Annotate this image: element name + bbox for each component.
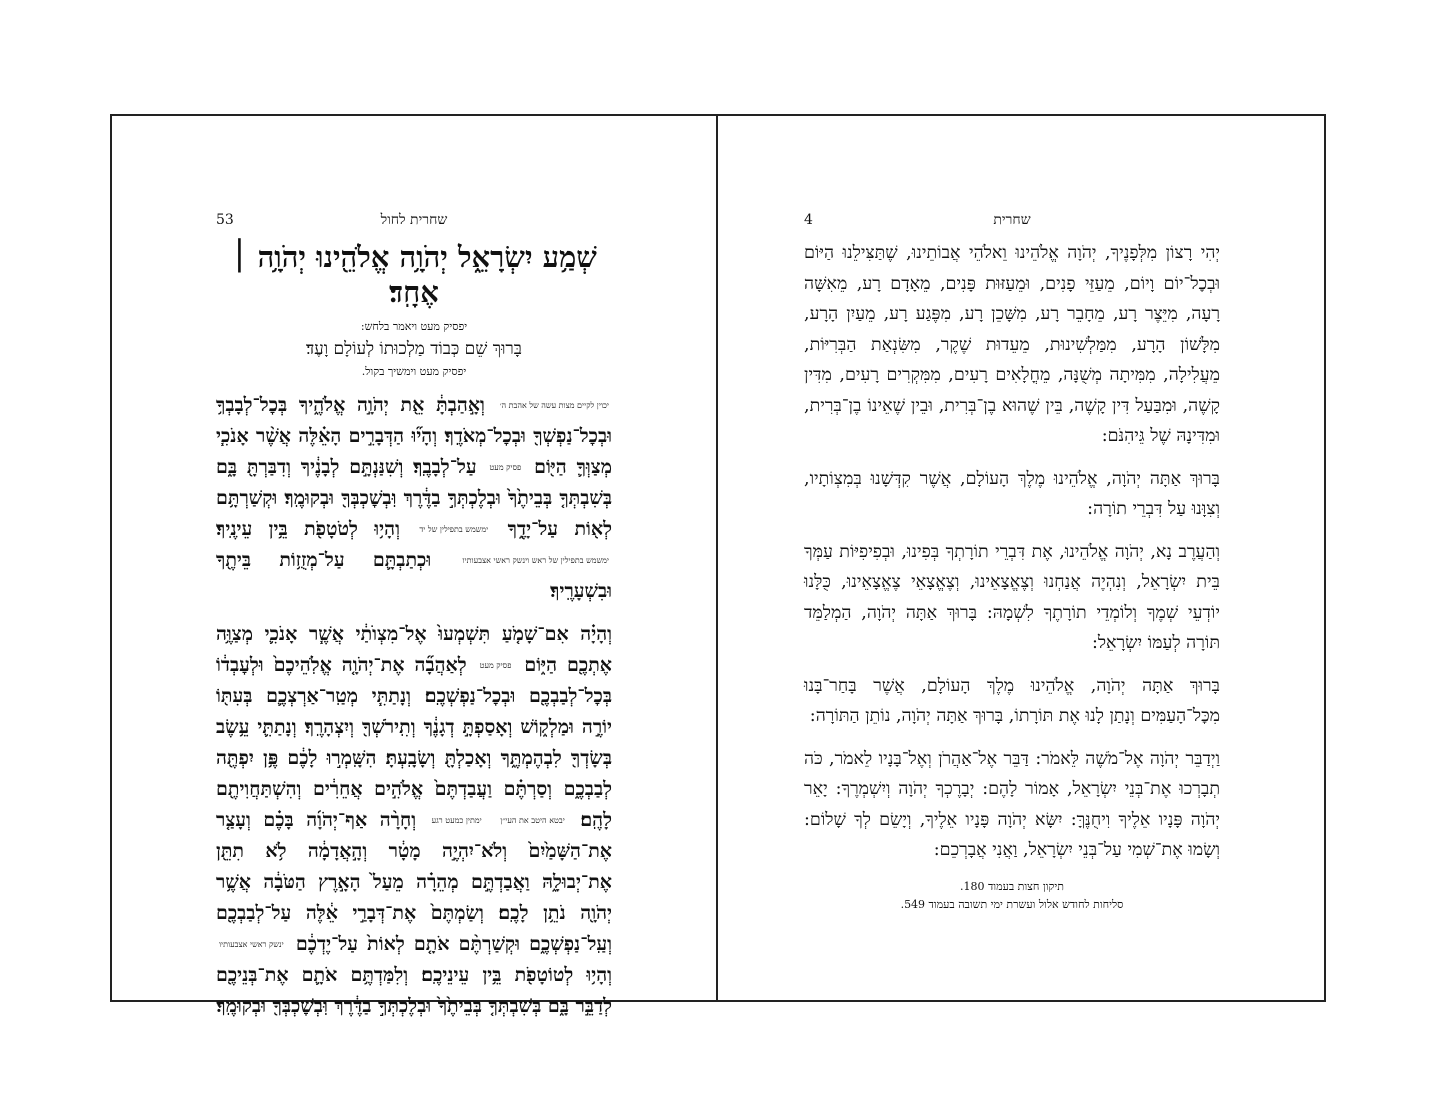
baruch-shem-line: בָּרוּךְ שֵׁם כְּבוֹד מַלְכוּתוֹ לְעוֹלָם וָעֶד׃	[306, 338, 522, 359]
vehaya-text-4: וְהָי֥וּ לְטוֹטָפֹ֖ת בֵּ֥ין עֵינֵיכֶֽם׃	[421, 963, 612, 986]
vehaya-text-5: וְלִמַּדְתֶּ֥ם אֹתָ֛ם אֶת־בְּנֵיכֶ֖ם לְדַבֵּ֣ר בָּ֑ם בְּשִׁבְתְּךָ֤ בְּבֵיתֶ֙ךָ֙ וּבְלֶכְתְּךָ֣ בַדֶּ֔רֶךְ וּֽבְשׇׁכְבְּךָ֖ וּבְקוּמֶֽךָ׃	[216, 963, 612, 1017]
shema-title: שְׁמַ֥ע יִשְׂרָאֵ֑ל יְהֹוָ֥ה אֱלֹהֵ֖ינוּ יְהֹוָ֥ה ׀ אֶחָֽד׃	[231, 240, 597, 309]
vehaya-text-3: וְחָרָ֨ה אַף־יְהֹוָ֜ה בָּכֶ֗ם וְעָצַ֤ר אֶת־הַשָּׁמַ֙יִם֙ וְלֹא־יִהְיֶ֣ה מָטָ֔ר וְהָ֣אֲדָמָ֔ה לֹ֥א תִתֵּ֖ן אֶת־יְבוּלָ֑הּ וַאֲבַדְתֶּ֣ם מְהֵרָ֗ה מֵעַל֙ הָאָ֣רֶץ הַטֹּבָ֔ה אֲשֶׁ֥ר יְהֹוָ֖ה נֹתֵ֥ן לָכֶֽם׃ וְשַׂמְתֶּם֙ אֶת־דְּבָרַ֣י אֵ֔לֶּה עַל־לְבַבְכֶ֖ם וְעַֽל־נַפְשְׁכֶ֑ם וּקְשַׁרְתֶּ֨ם אֹתָ֤ם לְאוֹת֙ עַל־יֶדְכֶ֔ם	[216, 808, 612, 955]
yehi-ratzon-paragraph: יְהִי רָצוֹן מִלְּפָנֶיךָ, יְהֹוָה אֱלֹהֵינוּ וֵאלֹהֵי אֲבוֹתֵינוּ, שֶׁתַּצִּילֵנוּ הַיּוֹם וּבְכׇל־יוֹם וָיוֹם, מֵעַזֵּי פָנִים, וּמֵעַזּוּת פָּנִים, מֵאָדָם רָע, מֵאִשָּׁה רָעָה, מִיֵּצֶר רָע, מֵחָבֵר רָע, מִשָּׁכֵן רָע, מִפֶּגַע רָע, מֵעַיִן הָרָע, מִלָּשׁוֹן הָרָע, מִמַּלְשִׁינוּת, מֵעֵדוּת שֶׁקֶר, מִשִּׂנְאַת הַבְּרִיּוֹת, מֵעֲלִילָה, מִמִּיתָה מְשֻׁנָּה, מֵחֳלָאִים רָעִים, מִמִּקְרִים רָעִים, מִדִּין קָשֶׁה, וּמִבַּעַל דִּין קָשֶׁה, בֵּין שֶׁהוּא בֶן־בְּרִית, וּבֵין שֶׁאֵינוֹ בֶן־בְּרִית, וּמִדִּינָהּ שֶׁל גֵּיהִנֹּם:	[804, 243, 1220, 446]
note-tefillin-head: ימשמש בתפילין של ראש וינשק ראשי אצבעותיו	[462, 556, 609, 566]
right-page-footer	[804, 878, 1220, 914]
left-page-number: 53	[216, 212, 234, 228]
veahavta-text-4: וּכְתַבְתָּ֛ם עַל־מְזֻז֥וֹת בֵּיתֶ֖ךָ וּבִשְׁעָרֶֽיךָ׃	[216, 548, 612, 602]
note-tefillin-hand-2: ינשק ראשי אצבעותיו	[219, 940, 284, 950]
note-before: ימתין כמעט רגע	[431, 816, 482, 826]
vehaarev-paragraph: וְהַעֲרֶב נָא, יְהֹוָה אֱלֹהֵינוּ, אֶת דִּבְרֵי תוֹרָתְךָ בְּפִינוּ, וּבְפִיפִיּוֹת עַמְּךָ בֵּית יִשְׂרָאֵל, וְנִהְיֶה אֲנַחְנוּ וְצֶאֱצָאֵינוּ, וְצֶאֱצָאֵי צֶאֱצָאֵינוּ, כֻּלָּנוּ יוֹדְעֵי שְׁמֶךָ וְלוֹמְדֵי תוֹרָתֶךָ לִשְׁמָהּ: בָּרוּךְ אַתָּה יְהֹוָה, הַמְלַמֵּד תּוֹרָה לְעַמּוֹ יִשְׂרָאֵל:	[804, 541, 1220, 653]
footer-tikun-chatzot: תיקון חצות בעמוד 180.	[959, 879, 1065, 893]
veahavta-paragraph	[216, 390, 612, 607]
veahavta-text-3: וְהָי֥וּ לְטֹטָפֹ֖ת בֵּ֥ין עֵינֶֽיךָ׃	[216, 517, 400, 540]
instruction-aloud: יפסיק מעט וימשיך בקול.	[361, 364, 467, 378]
note-lo-ya: יבטא היטב את העי״ן	[500, 816, 565, 826]
footer-selichot: סליחות לחודש אלול ועשרת ימי תשובה בעמוד 549.	[900, 897, 1124, 911]
note-pasik-2: פסיק מעט	[479, 661, 512, 671]
vehaya-text-1: וְהָיָ֗ה אִם־שָׁמֹ֤עַ תִּשְׁמְעוּ֙ אֶל־מִצְוֺתַ֔י אֲשֶׁ֧ר אָנֹכִ֛י מְצַוֶּ֥ה אֶתְכֶ֖ם הַיּ֑וֹם	[216, 622, 612, 676]
asher-bachar-paragraph: בָּרוּךְ אַתָּה יְהֹוָה, אֱלֹהֵינוּ מֶלֶךְ הָעוֹלָם, אֲשֶׁר בָּחַר־בָּנוּ מִכׇּל־הָעַמִּים וְנָתַן לָנוּ אֶת תּוֹרָתוֹ, בָּרוּךְ אַתָּה יְהֹוָה, נוֹתֵן הַתּוֹרָה:	[804, 675, 1220, 726]
left-header-title: שחרית לחול	[380, 212, 448, 228]
note-tefillin-hand: ימשמש בתפילין של יד	[419, 525, 489, 535]
left-page-header	[216, 212, 612, 238]
note-pasik-1: פסיק מעט	[489, 463, 522, 473]
left-page	[112, 116, 716, 1017]
birkat-kohanim-paragraph: וַיְדַבֵּר יְהֹוָה אֶל־מֹשֶׁה לֵּאמֹר: דַּבֵּר אֶל־אַהֲרֹן וְאֶל־בָּנָיו לֵאמֹר, כֹּה תְבָרְכוּ אֶת־בְּנֵי יִשְׂרָאֵל, אָמוֹר לָהֶם: יְבָרֶכְךָ יְהֹוָה וְיִשְׁמְרֶךָ: יָאֵר יְהֹוָה פָּנָיו אֵלֶיךָ וִיחֻנֶּךָּ: יִשָּׂא יְהֹוָה פָּנָיו אֵלֶיךָ, וְיָשֵׂם לְךָ שָׁלוֹם: וְשָׂמוּ אֶת־שְׁמִי עַל־בְּנֵי יִשְׂרָאֵל, וַאֲנִי אֲבָרְכֵם:	[804, 748, 1220, 860]
book-spread	[110, 114, 1326, 1017]
vehaya-text-2: לְאַהֲבָ֞ה אֶת־יְהֹוָ֤ה אֱלֹֽהֵיכֶם֙ וּלְעׇבְד֔וֹ בְּכׇל־לְבַבְכֶ֖ם וּבְכׇל־נַפְשְׁכֶֽם׃ וְנָתַתִּ֧י מְטַֽר־אַרְצְכֶ֛ם בְּעִתּ֖וֹ יוֹרֶ֣ה וּמַלְק֑וֹשׁ וְאָסַפְתָּ֣ דְגָנֶ֔ךָ וְתִֽירֹשְׁךָ֖ וְיִצְהָרֶֽךָ׃ וְנָתַתִּ֛י עֵ֥שֶׂב בְּשָׂדְךָ֖ לִבְהֶמְתֶּ֑ךָ וְאָכַלְתָּ֖ וְשָׂבָֽעְתָּ׃ הִשָּֽׁמְר֣וּ לָכֶ֔ם פֶּ֥ן יִפְתֶּ֖ה לְבַבְכֶ֑ם וְסַרְתֶּ֗ם וַעֲבַדְתֶּם֙ אֱלֹהִ֣ים אֲחֵרִ֔ים וְהִשְׁתַּחֲוִיתֶ֖ם לָהֶֽם׃	[216, 653, 612, 831]
veahavta-text-1: וְאָ֣הַבְתָּ֔ אֵ֖ת יְהֹוָ֣ה אֱלֹהֶ֑יךָ בְּכׇל־לְבָבְךָ֥ וּבְכׇל־נַפְשְׁךָ֖ וּבְכׇל־מְאֹדֶֽךָ׃ וְהָי֞וּ הַדְּבָרִ֣ים הָאֵ֗לֶּה אֲשֶׁ֨ר אָנֹכִ֧י מְצַוְּךָ֛ הַיּ֖וֹם	[216, 393, 612, 478]
birkat-torah-paragraph: בָּרוּךְ אַתָּה יְהֹוָה, אֱלֹהֵינוּ מֶלֶךְ הָעוֹלָם, אֲשֶׁר קִדְּשָׁנוּ בְּמִצְוֹתָיו, וְצִוָּנוּ עַל דִּבְרֵי תוֹרָה:	[804, 468, 1220, 519]
note-mitzvah: יכוין לקיים מצות עשה של אהבת ה׳	[499, 401, 609, 411]
right-page	[718, 116, 1324, 1000]
instruction-whisper: יפסיק מעט ויאמר בלחש:	[360, 319, 468, 333]
veahavta-text-2: עַל־לְבָבֶֽךָ׃ וְשִׁנַּנְתָּ֣ם לְבָנֶ֔יךָ וְדִבַּרְתָּ֖ בָּ֑ם בְּשִׁבְתְּךָ֤ בְּבֵיתֶ֙ךָ֙ וּבְלֶכְתְּךָ֣ בַדֶּ֔רֶךְ וּֽבְשׇׁכְבְּךָ֖ וּבְקוּמֶֽךָ׃ וּקְשַׁרְתָּ֥ם לְא֖וֹת עַל־יָדֶ֑ךָ	[216, 455, 612, 540]
vehaya-paragraph	[216, 619, 612, 1022]
right-page-number: 4	[804, 212, 813, 228]
right-page-header	[804, 212, 1220, 238]
right-header-title: שחרית	[993, 212, 1031, 228]
